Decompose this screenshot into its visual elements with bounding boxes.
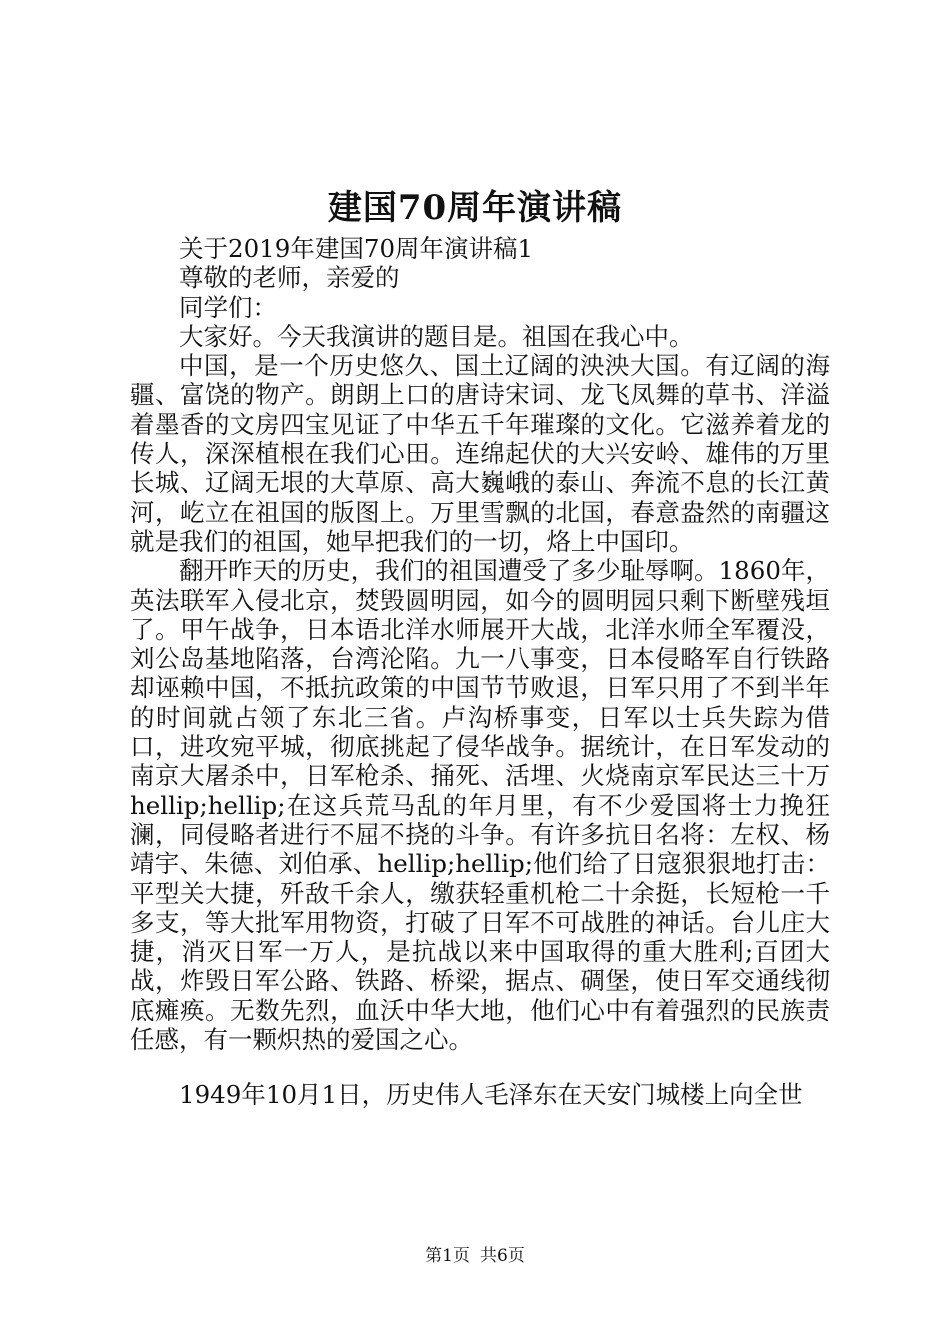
page-number: 第1页 xyxy=(425,1246,470,1266)
document-body xyxy=(130,234,830,1110)
paragraph-salutation-cont: 同学们： xyxy=(179,292,277,322)
paragraph-greeting: 大家好。今天我演讲的题目是。祖国在我心中。 xyxy=(179,321,694,351)
paragraph-body: 翻开昨天的历史，我们的祖国遭受了多少耻辱啊。1860年，英法联军入侵北京，焚毁圆明园，如今的圆明园只剩下断壁残垣了。甲午战争，日本语北洋水师展开大战，北洋水师全军覆没，刘公岛基地陷落，台湾沦陷。九一八事变，日本侵略军自行铁路却诬赖中国，不抵抗政策的中国节节败退，日军只用了不到半年的时间就占领了东北三省。卢沟桥事变，日军以士兵失踪为借口，进攻宛平城，彻底挑起了侵华战争。据统计，在日军发动的南京大屠杀中，日军枪杀、捅死、活埋、火烧南京军民达三十万hellip;hellip;在这兵荒马乱的年月里，有不少爱国将士力挽狂澜，同侵略者进行不屈不挠的斗争。有许多抗日名将：左权、杨靖宇、朱德、刘伯承、hellip;hellip;他们给了日寇狠狠地打击：平型关大捷，歼敌千余人，缴获轻重机枪二十余挺，长短枪一千多支，等大批军用物资，打破了日军不可战胜的神话。台儿庄大捷，消灭日军一万人，是抗战以来中国取得的重大胜利;百团大战，炸毁日军公路、铁路、桥梁，据点、碉堡，使日军交通线彻底瘫痪。无数先烈，血沃中华大地，他们心中有着强烈的民族责任感，有一颗炽热的爱国之心。 xyxy=(130,556,830,1055)
page-footer xyxy=(0,1244,950,1268)
paragraph-body: 1949年10月1日，历史伟人毛泽东在天安门城楼上向全世 xyxy=(179,1080,803,1110)
paragraph-salutation: 尊敬的老师，亲爱的 xyxy=(179,263,400,293)
document-title: 建国70周年演讲稿 xyxy=(327,188,623,228)
paragraph-body: 中国，是一个历史悠久、国土辽阔的泱泱大国。有辽阔的海疆、富饶的物产。朗朗上口的唐诗宋词、龙飞凤舞的草书、洋溢着墨香的文房四宝见证了中华五千年璀璨的文化。它滋养着龙的传人，深深植根在我们心田。连绵起伏的大兴安岭、雄伟的万里长城、辽阔无垠的大草原、高大巍峨的泰山、奔流不息的长江黄河，屹立在祖国的版图上。万里雪飘的北国，春意盎然的南疆这就是我们的祖国，她早把我们的一切，烙上中国印。 xyxy=(130,351,830,556)
page-total: 共6页 xyxy=(480,1246,525,1266)
paragraph-heading: 关于2019年建国70周年演讲稿1 xyxy=(179,234,534,263)
